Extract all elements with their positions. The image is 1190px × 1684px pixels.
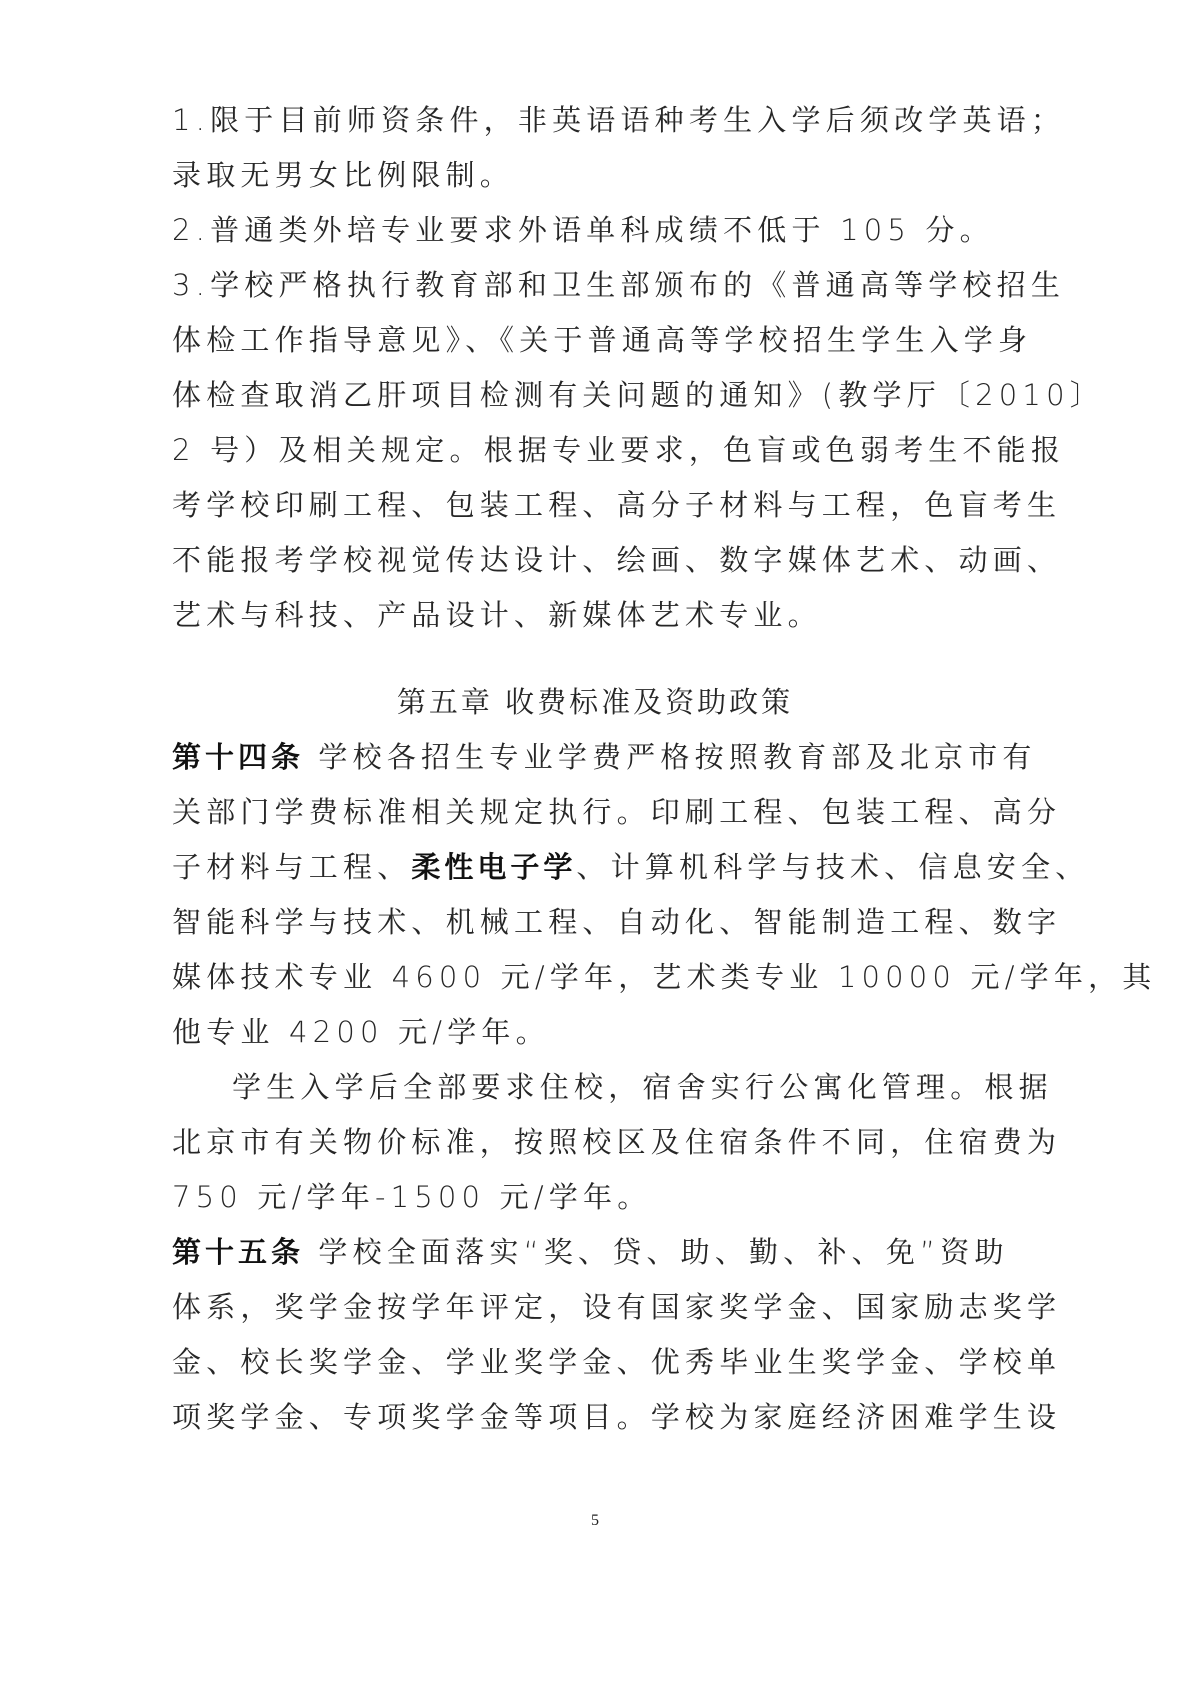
highlighted-major: 柔性电子学 <box>411 850 577 884</box>
article14-line1 <box>172 739 1037 775</box>
item3-line6: 不能报考学校视觉传达设计、绘画、数字媒体艺术、动画、 <box>172 543 1062 577</box>
article14-para2-line2: 北京市有关物价标准，按照校区及住宿条件不同，住宿费为 <box>172 1125 1062 1159</box>
article14-line3-post: 、计算机科学与技术、信息安全、 <box>576 850 1090 884</box>
article14-para2-line1: 学生入学后全部要求住校，宿舍实行公寓化管理。根据 <box>232 1070 1053 1104</box>
article14-label: 第十四条 <box>172 740 305 774</box>
article14-para2-line3: 750 元/学年-1500 元/学年。 <box>172 1180 652 1214</box>
item3-line2: 体检工作指导意见》、《关于普通高等学校招生学生入学身 <box>172 323 1033 357</box>
item3-line1: 3.学校严格执行教育部和卫生部颁布的《普通高等学校招生 <box>172 268 1066 302</box>
article15-line1 <box>172 1234 1022 1270</box>
article14-line4: 智能科学与技术、机械工程、自动化、智能制造工程、数字 <box>172 905 1062 939</box>
article14-line5: 媒体技术专业 4600 元/学年，艺术类专业 10000 元/学年，其 <box>172 960 1157 994</box>
item3-line4: 2 号）及相关规定。根据专业要求，色盲或色弱考生不能报 <box>172 433 1066 467</box>
article15-line3: 金、校长奖学金、学业奖学金、优秀毕业生奖学金、学校单 <box>172 1345 1062 1379</box>
article15-line1-text: 学校全面落实“奖、贷、助、勤、补、免”资助 <box>304 1235 1009 1269</box>
article14-line2: 关部门学费标准相关规定执行。印刷工程、包装工程、高分 <box>172 795 1062 829</box>
article14-line3-pre: 子材料与工程、 <box>172 850 412 884</box>
article15-label: 第十五条 <box>172 1235 305 1269</box>
item3-line7: 艺术与科技、产品设计、新媒体艺术专业。 <box>172 598 822 632</box>
article14-line6: 他专业 4200 元/学年。 <box>172 1015 550 1049</box>
article15-line2: 体系，奖学金按学年评定，设有国家奖学金、国家励志奖学 <box>172 1290 1062 1324</box>
page-number: 5 <box>591 1512 599 1529</box>
item1-line1: 1.限于目前师资条件，非英语语种考生入学后须改学英语； <box>172 103 1066 137</box>
item3-line3: 体检查取消乙肝项目检测有关问题的通知》(教学厅〔2010〕 <box>172 378 1104 412</box>
article14-line3 <box>172 849 1090 885</box>
item2-line1: 2.普通类外培专业要求外语单科成绩不低于 105 分。 <box>172 213 994 247</box>
article15-line4: 项奖学金、专项奖学金等项目。学校为家庭经济困难学生设 <box>172 1400 1062 1434</box>
item3-line5: 考学校印刷工程、包装工程、高分子材料与工程，色盲考生 <box>172 488 1062 522</box>
item1-line2: 录取无男女比例限制。 <box>172 158 515 192</box>
article14-line1-text: 学校各招生专业学费严格按照教育部及北京市有 <box>304 740 1037 774</box>
chapter-heading: 第五章 收费标准及资助政策 <box>396 685 794 719</box>
